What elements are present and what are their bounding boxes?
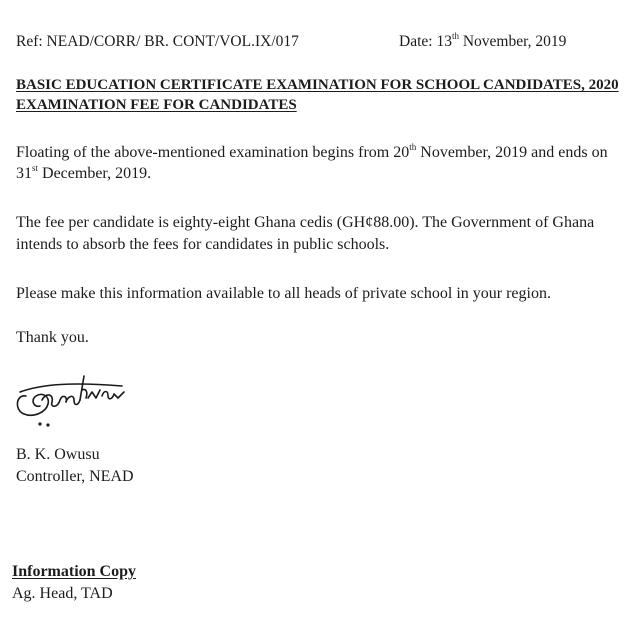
p1-text-b: November, 2019 and ends on — [416, 144, 608, 161]
reference-number: Ref: NEAD/CORR/ BR. CONT/VOL.IX/017 — [16, 33, 299, 50]
paragraph-2-line-1: The fee per candidate is eighty-eight Ghana cedis (GH¢88.00). The Government of Ghana — [16, 214, 595, 231]
paragraph-2-line-2: intends to absorb the fees for candidates in public schools. — [16, 236, 390, 253]
p1-ordinal-2: st — [32, 163, 39, 173]
handwritten-signature — [12, 370, 134, 432]
date-day: Date: 13 — [399, 33, 452, 50]
paragraph-1-line-2 — [16, 165, 151, 183]
date-month-year: November, 2019 — [458, 33, 567, 50]
p1-ordinal-1: th — [409, 142, 417, 152]
date-ordinal: th — [451, 31, 459, 41]
p1-text-a: Floating of the above-mentioned examination begins from 20 — [16, 144, 410, 161]
paragraph-1-line-1 — [16, 144, 608, 162]
copy-recipient: Ag. Head, TAD — [12, 585, 113, 602]
paragraph-3: Please make this information available to all heads of private school in your region. — [16, 285, 551, 302]
letter-date — [399, 33, 566, 51]
p1-day: 31 — [16, 165, 32, 182]
signatory-title: Controller, NEAD — [16, 468, 134, 485]
subject-line-2: EXAMINATION FEE FOR CANDIDATES — [16, 97, 297, 113]
closing-thanks: Thank you. — [16, 329, 89, 346]
information-copy-heading: Information Copy — [12, 563, 137, 580]
subject-line-1: BASIC EDUCATION CERTIFICATE EXAMINATION FOR SCHOOL CANDIDATES, 2020 — [16, 77, 619, 93]
signatory-name: B. K. Owusu — [16, 446, 100, 463]
p1-text-c: December, 2019. — [38, 165, 152, 182]
